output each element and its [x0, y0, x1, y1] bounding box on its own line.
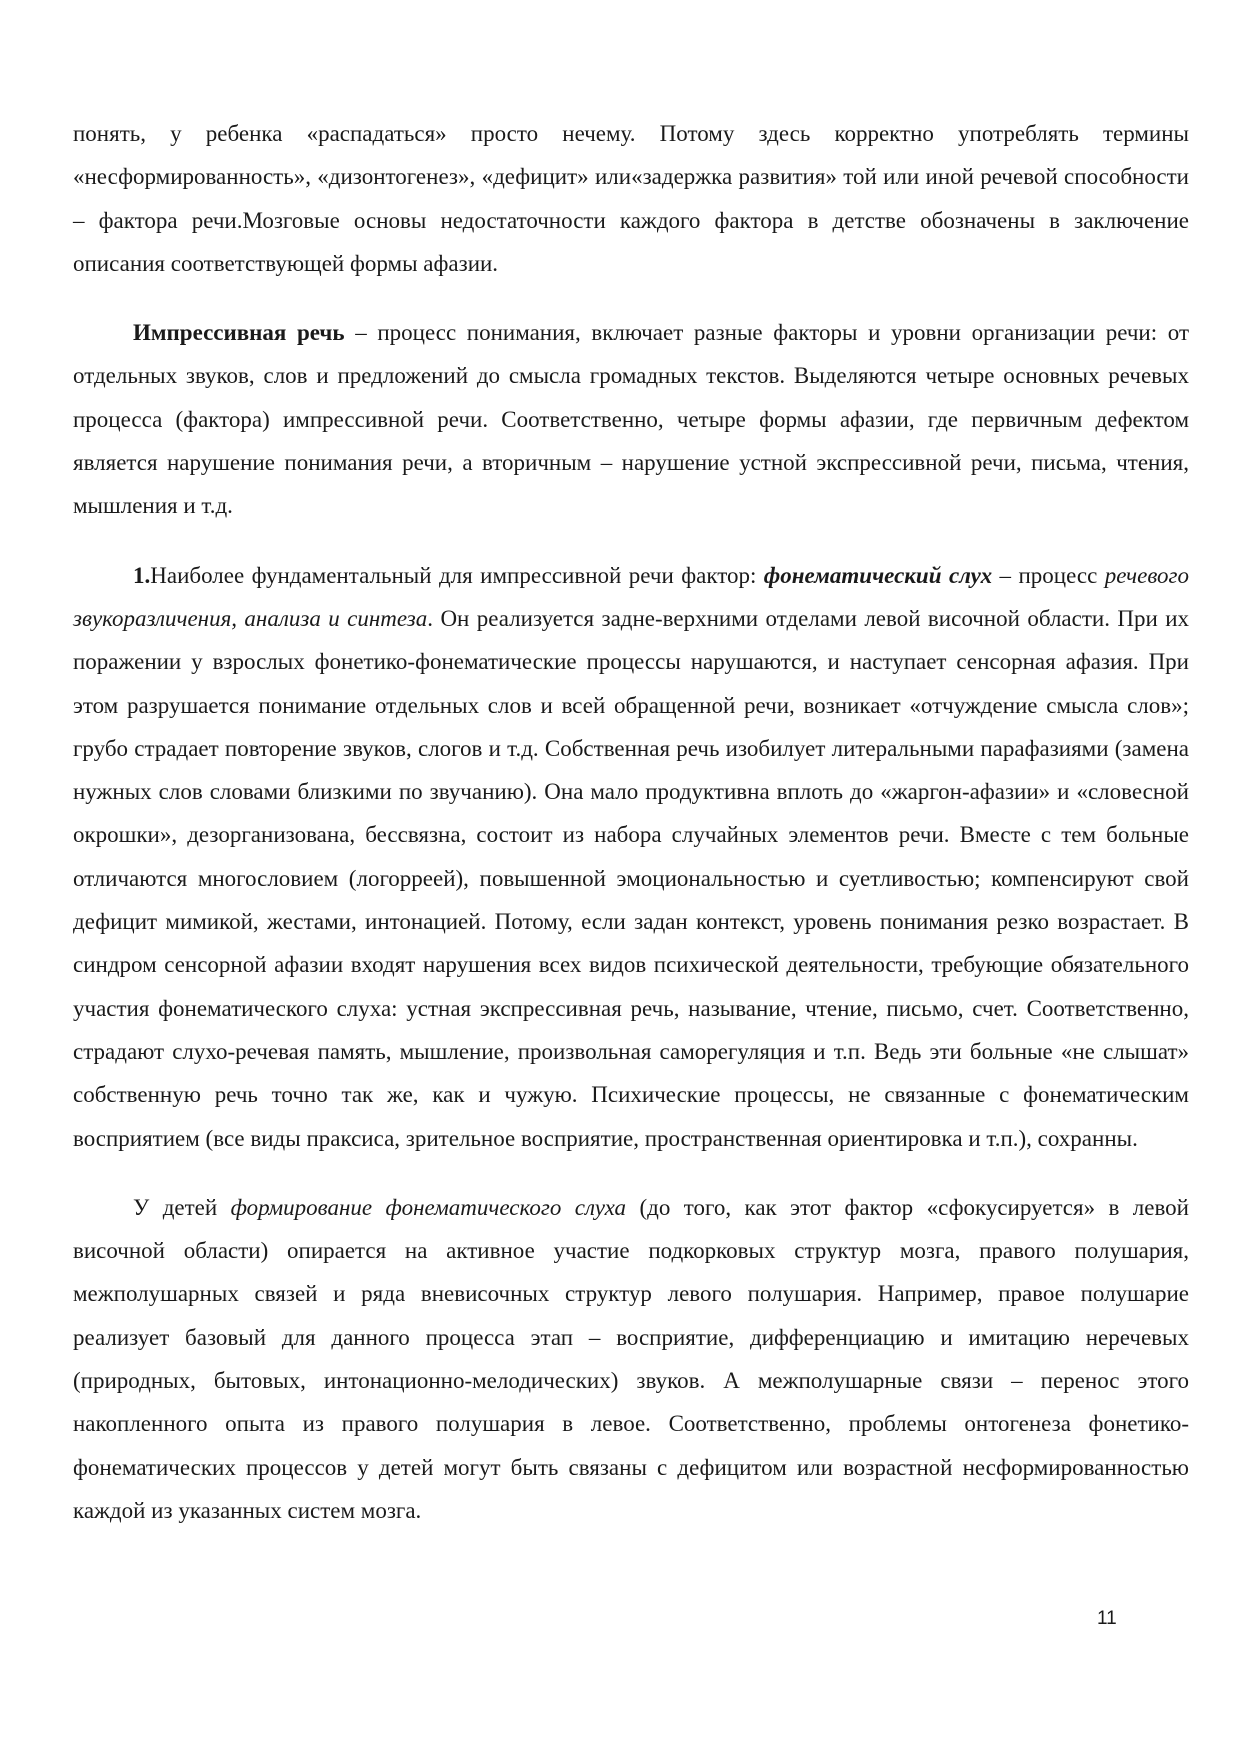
term-sound-discrimination: речевого звукоразличения, анализа и синтеза — [73, 562, 1189, 631]
paragraph-intro — [73, 112, 1189, 285]
page-number: 11 — [1097, 1608, 1117, 1629]
term-phonemic-formation: формирование фонематического слуха — [230, 1194, 627, 1220]
paragraph-text: – процесс понимания, включает разные факторы и уровни организации речи: от отдельных звуков, слов и предложений до смысла громадных текстов. Выделяются четыре основных речевых процесса (фактора) импрессивной речи. Соответственно, четыре формы афазии, где первичным дефектом является нарушение понимания речи, а вторичным – нарушение устной экспрессивной речи, письма, чтения, мышления и т.д. — [73, 320, 1190, 519]
paragraph-phonemic-hearing — [73, 554, 1189, 1160]
term-phonemic-hearing: фонематический слух — [763, 562, 993, 588]
term-impressive-speech: Импрессивная речь — [133, 320, 345, 346]
paragraph-children — [73, 1186, 1189, 1532]
paragraph-text: понять, у ребенка «распадаться» просто нечему. Потому здесь корректно употреблять термины «несформированность», «дизонтогенез», «дефицит» или«задержка развития» той или иной речевой способности – фактора речи.Мозговые основы недостаточности каждого фактора в детстве обозначены в заключение описания соответствующей формы афазии. — [73, 121, 1189, 276]
paragraph-text: Наиболее фундаментальный для импрессивной речи фактор: — [150, 562, 764, 588]
paragraph-impressive-speech — [73, 311, 1189, 527]
document-page — [73, 112, 1189, 1558]
list-number: 1. — [133, 562, 151, 588]
paragraph-text: (до того, как этот фактор «сфокусируется» в левой височной области) опирается на активное участие подкорковых структур мозга, правого полушария, межполушарных связей и ряда вневисочных структур левого полушария. Например, правое полушарие реализует базовый для данного процесса этап – восприятие, дифференциацию и имитацию неречевых (природных, бытовых, интонационно-мелодических) звуков. А межполушарные связи – перенос этого накопленного опыта из правого полушария в левое. Соответственно, проблемы онтогенеза фонетико-фонематических процессов у детей могут быть связаны с дефицитом или возрастной несформированностью каждой из указанных систем мозга. — [73, 1194, 1189, 1523]
paragraph-text: – процесс — [992, 562, 1105, 588]
paragraph-text: У детей — [133, 1194, 231, 1220]
paragraph-text: . Он реализуется задне-верхними отделами левой височной области. При их поражении у взрослых фонетико-фонематические процессы нарушаются, и наступает сенсорная афазия. При этом разрушается понимание отдельных слов и всей обращенной речи, возникает «отчуждение смысла слов»; грубо страдает повторение звуков, слогов и т.д. Собственная речь изобилует литеральными парафазиями (замена нужных слов словами близкими по звучанию). Она мало продуктивна вплоть до «жаргон-афазии» и «словесной окрошки», дезорганизована, бессвязна, состоит из набора случайных элементов речи. Вместе с тем больные отличаются многословием (логорреей), повышенной эмоциональностью и суетливостью; компенсируют свой дефицит мимикой, жестами, интонацией. Потому, если задан контекст, уровень понимания резко возрастает. В синдром сенсорной афазии входят нарушения всех видов психической деятельности, требующие обязательного участия фонематического слуха: устная экспрессивная речь, называние, чтение, письмо, счет. Соответственно, страдают слухо-речевая память, мышление, произвольная саморегуляция и т.п. Ведь эти больные «не слышат» собственную речь точно так же, как и чужую. Психические процессы, не связанные с фонематическим восприятием (все виды праксиса, зрительное восприятие, пространственная ориентировка и т.п.), сохранны. — [73, 605, 1190, 1151]
